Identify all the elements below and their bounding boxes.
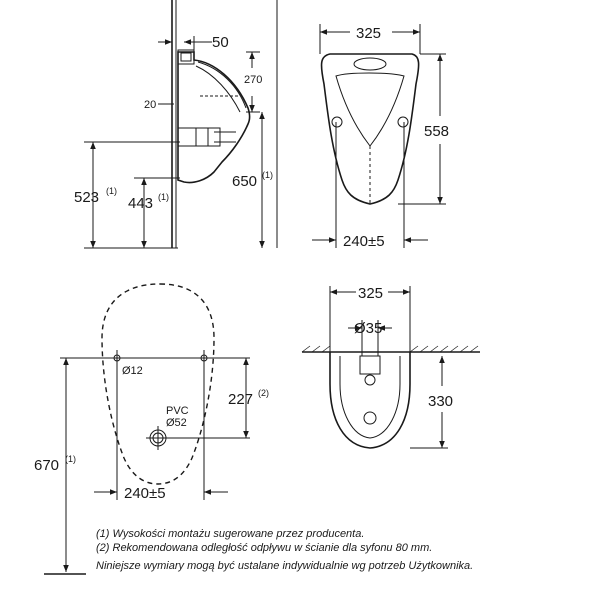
mount-dim-bottom-label: 240±5	[124, 485, 166, 502]
dim-443-label: 443	[128, 195, 154, 212]
dim-523-label: 523	[74, 189, 100, 206]
dim-650-sup: (1)	[262, 170, 273, 180]
fixing-hole-left	[332, 117, 342, 127]
front-view	[312, 24, 449, 250]
bowl-top	[330, 352, 410, 448]
top-dim-hole-label: Ø35	[354, 320, 383, 337]
dim-227-sup: (2)	[258, 388, 269, 398]
pvc-size-label: Ø52	[166, 417, 187, 429]
top-dim-width-label: 325	[358, 285, 384, 302]
front-dim-height-label: 558	[424, 123, 450, 140]
drain-hole	[364, 412, 376, 424]
hole-size-label: Ø12	[122, 365, 143, 377]
fixing-hole-right	[398, 117, 408, 127]
top-dim-depth-label: 330	[428, 393, 454, 410]
bowl-front	[336, 73, 404, 146]
dim-523-sup: (1)	[106, 186, 117, 196]
dim-670-sup: (1)	[65, 454, 76, 464]
top-view	[302, 285, 480, 448]
dim-50-label: 50	[212, 34, 229, 51]
front-dim-bottom-label: 240±5	[343, 233, 385, 250]
front-dim-width-label: 325	[356, 25, 382, 42]
dim-270-label: 270	[244, 74, 263, 86]
dim-670-label: 670	[34, 457, 60, 474]
side-view	[74, 0, 277, 248]
outlet-pipe	[178, 128, 220, 146]
notes	[96, 528, 473, 572]
note-2: (2) Rekomendowana odległość odpływu w ścianie dla syfonu 80 mm.	[96, 542, 433, 554]
urinal-outline-dashed	[102, 284, 214, 484]
note-1: (1) Wysokości montażu sugerowane przez producenta.	[96, 528, 365, 540]
dim-20-label: 20	[144, 99, 157, 111]
pvc-label: PVC	[166, 405, 189, 417]
note-3: Niniejsze wymiary mogą być ustalane indywidualnie wg potrzeb Użytkownika.	[96, 560, 474, 572]
dim-227-label: 227	[228, 391, 254, 408]
dim-443-sup: (1)	[158, 192, 169, 202]
urinal-profile	[178, 52, 250, 183]
dim-650-label: 650	[232, 173, 258, 190]
inlet-top	[360, 356, 380, 374]
